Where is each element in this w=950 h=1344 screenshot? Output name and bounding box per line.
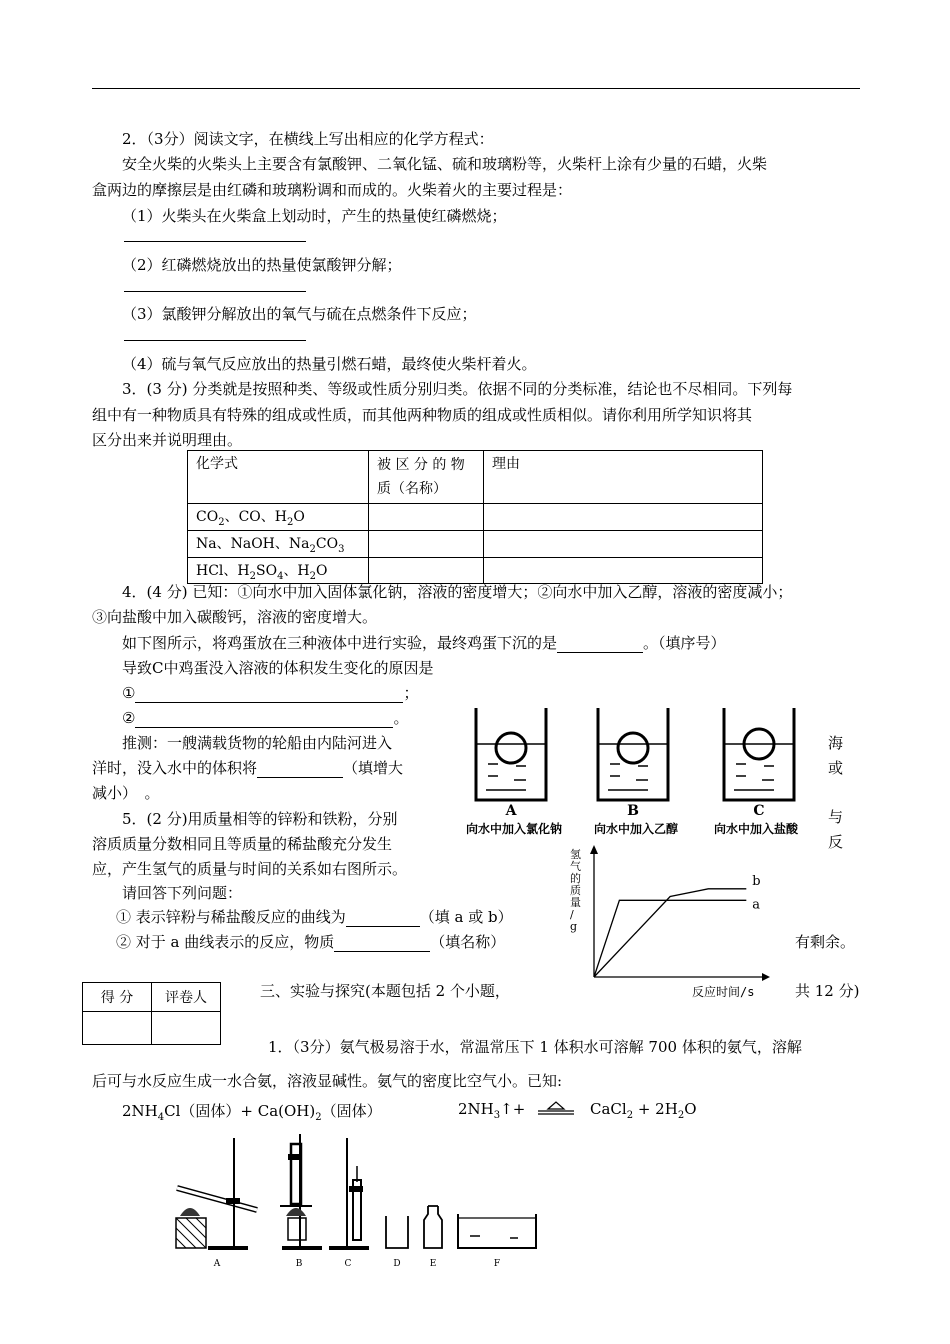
q2-para-line2: 盒两边的摩擦层是由红磷和玻璃粉调和而成的。火柴着火的主要过程是： bbox=[92, 181, 573, 199]
q3-line2: 组中有一种物质具有特殊的组成或性质，而其他两种物质的组成或性质相似。请你利用所学知识将其 bbox=[92, 406, 753, 424]
blank-reason-1[interactable] bbox=[135, 688, 403, 703]
col-distinguished bbox=[369, 451, 484, 504]
hydrogen-mass-chart bbox=[562, 840, 782, 1000]
section-3-total: 共 12 分) bbox=[795, 982, 860, 1000]
apparatus-label: F bbox=[493, 1259, 501, 1269]
beaker-c bbox=[724, 708, 794, 800]
q4-line1: 4．(4 分) 已知：①向水中加入固体氯化钠，溶液的密度增大；②向水中加入乙醇，溶液的密度减小； bbox=[122, 583, 793, 601]
q2-step4: （4）硫与氧气反应放出的热量引燃石蜡，最终使火柴杆着火。 bbox=[122, 355, 537, 373]
q4-line4: 导致C中鸡蛋没入溶液的体积发生变化的原因是 bbox=[122, 659, 434, 677]
q5-right-char1: 与 bbox=[828, 808, 844, 826]
classification-table bbox=[187, 450, 763, 584]
score-cell[interactable] bbox=[83, 1012, 152, 1045]
grader-label: 评卷人 bbox=[152, 983, 221, 1012]
table-row-formula: Na、NaOH、$Na_2CO_3$ bbox=[188, 530, 369, 557]
beaker-b bbox=[598, 708, 668, 800]
y-axis-label: 氢气的质量/ g bbox=[570, 848, 581, 933]
q5-answer1: ① 表示锌粉与稀盐酸反应的曲线为 （填 a 或 b） bbox=[116, 908, 513, 926]
e1-line2: 后可与水反应生成一水合氨，溶液显碱性。氨气的密度比空气小。已知: bbox=[92, 1072, 563, 1090]
blank-substance[interactable] bbox=[334, 937, 430, 952]
series-label-b: b bbox=[752, 873, 761, 889]
q4-line3: 如下图所示，将鸡蛋放在三种液体中进行实验，最终鸡蛋下沉的是 。（填序号） bbox=[122, 634, 726, 652]
reaction-equation-left: $2NH_4Cl$（固体）+ $Ca(OH)_2$（固体） bbox=[122, 1102, 382, 1123]
section-3-title: 三、实验与探究(本题包括 2 个小题， bbox=[260, 982, 510, 1000]
x-axis-arrow bbox=[762, 973, 770, 981]
egg-icon bbox=[618, 733, 648, 763]
apparatus-label: D bbox=[393, 1259, 401, 1269]
answer-line-2 bbox=[124, 291, 306, 292]
score-label: 得 分 bbox=[83, 983, 152, 1012]
q4-inference-line3: 减小） 。 bbox=[92, 784, 160, 802]
apparatus-e bbox=[424, 1206, 442, 1248]
q4-reason1: ① ； bbox=[122, 684, 419, 702]
col-formula: 化学式 bbox=[188, 451, 369, 504]
table-row-formula: $CO_2$、CO、$H_2O$ bbox=[188, 504, 369, 531]
apparatus-b bbox=[280, 1134, 322, 1250]
beaker-label: B bbox=[627, 803, 639, 819]
apparatus-a bbox=[176, 1138, 257, 1250]
q5-line4: 请回答下列问题： bbox=[122, 884, 243, 902]
col-distinguished-l2: 质（名称） bbox=[377, 481, 447, 497]
egg-beakers-figure bbox=[452, 702, 812, 840]
apparatus-label: E bbox=[429, 1259, 437, 1269]
answer-cell[interactable] bbox=[484, 530, 763, 557]
blank-reason-2[interactable] bbox=[135, 713, 393, 728]
answer-line-3 bbox=[124, 340, 306, 341]
q3-line1: 3．(3 分) 分类就是按照种类、等级或性质分别归类。依据不同的分类标准，结论也不尽相同。下列每 bbox=[122, 380, 793, 398]
series-label-a: a bbox=[752, 897, 761, 913]
apparatus-figure bbox=[172, 1130, 542, 1270]
answer-cell[interactable] bbox=[369, 557, 484, 584]
q4-inference-line1: 推测：一艘满载货物的轮船由内陆河进入 bbox=[122, 734, 393, 752]
col-reason: 理由 bbox=[484, 451, 763, 504]
beaker-caption: 向水中加入氯化钠 bbox=[465, 822, 563, 836]
q4-line2: ③向盐酸中加入碳酸钙，溶液的密度增大。 bbox=[92, 608, 378, 626]
q5-line1: 5．(2 分)用质量相等的锌粉和铁粉，分别 bbox=[122, 810, 398, 828]
q4-right-char1: 海 bbox=[828, 734, 844, 752]
blank-curve[interactable] bbox=[346, 912, 420, 927]
series-line-a bbox=[594, 900, 746, 977]
q5-right-char2: 反 bbox=[828, 833, 844, 851]
grader-cell[interactable] bbox=[152, 1012, 221, 1045]
q4-inference-line2: 洋时，没入水中的体积将 （填增大 bbox=[92, 759, 404, 777]
heating-symbol-icon bbox=[536, 1100, 576, 1118]
blank-egg-sinks[interactable] bbox=[557, 638, 643, 653]
x-axis-label: 反应时间/s bbox=[692, 985, 755, 999]
beaker-caption: 向水中加入盐酸 bbox=[713, 822, 799, 836]
q2-step3: （3）氯酸钾分解放出的氧气与硫在点燃条件下反应； bbox=[122, 305, 477, 323]
apparatus-d bbox=[386, 1216, 408, 1248]
q5-answer2-tail: 有剩余。 bbox=[795, 933, 856, 951]
reaction-equation-right: $2NH_3↑+$ bbox=[458, 1100, 526, 1121]
answer-cell[interactable] bbox=[369, 530, 484, 557]
q2-step1: （1）火柴头在火柴盒上划动时，产生的热量使红磷燃烧； bbox=[122, 207, 507, 225]
q5-answer2: ② 对于 a 曲线表示的反应，物质 （填名称） bbox=[116, 933, 506, 951]
reaction-products: CaCl$_2$ + $2H_2O$ bbox=[590, 1100, 697, 1121]
answer-cell[interactable] bbox=[484, 504, 763, 531]
table-row-formula: HCl、$H_2SO_4$、$H_2O$ bbox=[188, 557, 369, 584]
q4-right-char2: 或 bbox=[828, 759, 844, 777]
series-line-b bbox=[594, 889, 746, 977]
q5-line2: 溶质质量分数相同且等质量的稀盐酸充分发生 bbox=[92, 835, 393, 853]
beaker-label: A bbox=[505, 803, 517, 819]
answer-cell[interactable] bbox=[369, 504, 484, 531]
q2-step2: （2）红磷燃烧放出的热量使氯酸钾分解； bbox=[122, 256, 402, 274]
answer-cell[interactable] bbox=[484, 557, 763, 584]
score-box bbox=[82, 982, 221, 1045]
apparatus-label: A bbox=[213, 1259, 221, 1269]
apparatus-f bbox=[458, 1214, 536, 1248]
col-distinguished-l1: 被 区 分 的 物 bbox=[377, 457, 465, 473]
header-rule bbox=[92, 88, 860, 89]
q3-line3: 区分出来并说明理由。 bbox=[92, 431, 243, 449]
q4-reason2: ② 。 bbox=[122, 709, 409, 727]
blank-volume[interactable] bbox=[257, 763, 343, 778]
apparatus-label: B bbox=[295, 1259, 303, 1269]
apparatus-c bbox=[329, 1138, 369, 1250]
beaker-caption: 向水中加入乙醇 bbox=[593, 822, 679, 836]
beaker-a bbox=[476, 708, 546, 800]
q2-para-line1: 安全火柴的火柴头上主要含有氯酸钾、二氧化锰、硫和玻璃粉等，火柴杆上涂有少量的石蜡，火柴 bbox=[122, 155, 768, 173]
y-axis-arrow bbox=[590, 845, 598, 854]
q2-heading: 2．（3分）阅读文字，在横线上写出相应的化学方程式： bbox=[122, 130, 494, 148]
beaker-label: C bbox=[753, 803, 765, 819]
egg-icon bbox=[496, 733, 526, 763]
q5-line3: 应，产生氢气的质量与时间的关系如右图所示。 bbox=[92, 860, 408, 878]
answer-line-1 bbox=[124, 241, 306, 242]
apparatus-label: C bbox=[344, 1259, 352, 1269]
e1-line1: 1．（3分）氨气极易溶于水，常温常压下 1 体积水可溶解 700 体积的氨气，溶解 bbox=[268, 1038, 802, 1056]
